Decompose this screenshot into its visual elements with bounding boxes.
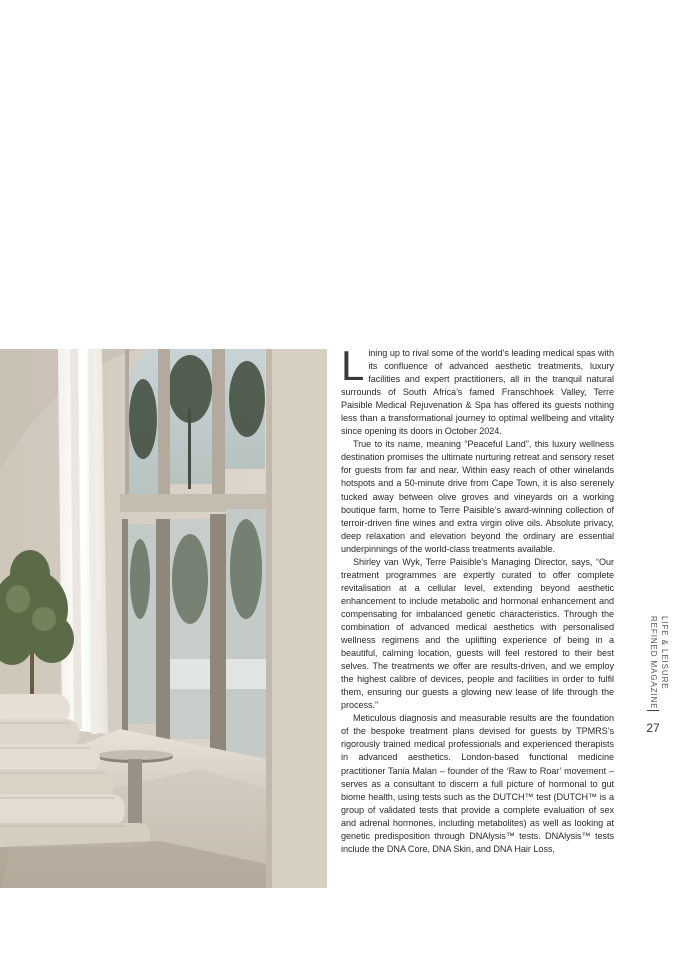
spa-interior-photo bbox=[0, 349, 327, 888]
drop-cap: L bbox=[341, 342, 365, 389]
folio-section: LIFE & LEISURE bbox=[660, 616, 669, 690]
folio-divider bbox=[647, 710, 659, 711]
page-number: 27 bbox=[646, 721, 660, 735]
article-body bbox=[341, 342, 614, 856]
article-paragraph-3: Shirley van Wyk, Terre Paisible’s Managing Director, says, “Our treatment programmes are expertly curated to offer complete revitalisation at a cellular level, extending beyond aesthetic enhancement to include metabolic and hormonal enhancement and compensating for imbalanced genetic characteristics. Through the combination of advanced medical aesthetics with personalised wellness regimens and the uplifting experience of being in a beautiful, calming location, guests will feel restored to their best selves. The treatments we offer are results-driven, and we employ the highest calibre of devices, people and facilities in order to fulfil them, ensuring our guests a glowing new lease of life through the process.” bbox=[341, 556, 614, 711]
article-paragraph-1 bbox=[341, 342, 614, 438]
paragraph-text: ining up to rival some of the world’s leading medical spas with its confluence of advanced aesthetic treatments, luxury facilities and expert practitioners, all in the tranquil natural surrounds of South Africa’s famed Franschhoek Valley, Terre Paisible Medical Rejuvenation & Spa has offered its guests nothing less than a transformational journey to optimal wellbeing and vitality since opening its doors in October 2024. bbox=[341, 348, 614, 437]
folio-magazine: REFINED MAGAZINE bbox=[649, 616, 658, 710]
article-paragraph-2: True to its name, meaning “Peaceful Land”, this luxury wellness destination promises the ultimate nurturing retreat and sensory reset for guests from far and near. Within easy reach of other winelands hotspots and a 50-minute drive from Cape Town, it is also serenely tucked away between olive groves and vineyards on a working boutique farm, home to Terre Paisible’s award-winning collection of terroir-driven fine wines and extra virgin olive oils. Absolute privacy, deep relaxation and elevation beyond the ordinary are essential underpinnings of the world-class treatments available. bbox=[341, 439, 614, 554]
article-paragraph-4: Meticulous diagnosis and measurable results are the foundation of the bespoke treatment plans devised for guests by TPMRS’s rigorously trained medical professionals and experienced therapists in advanced aesthetics. London-based functional medicine practitioner Tania Malan – founder of the ‘Raw to Roar’ movement – serves as a consultant to discern a full picture of hormonal to gut biome health, using tests such as the DUTCH™ test (DUTCH™ is a group of validated tests that provide a complete evaluation of sex and adrenal hormones, including metabolites) as well as looking at genetic predisposition through DNAlysis™ tests. DNAlysis™ tests include the DNA Core, DNA Skin, and DNA Hair Loss, bbox=[341, 713, 614, 854]
